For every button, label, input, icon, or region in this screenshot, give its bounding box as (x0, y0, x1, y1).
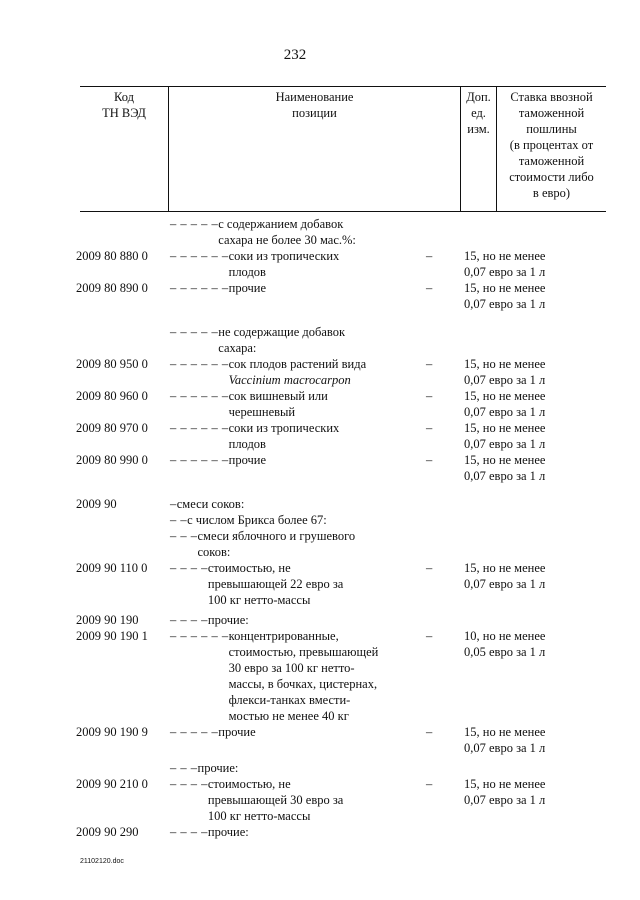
tariff-table-body (76, 216, 546, 840)
duty-rate: 10, но не менее 0,05 евро за 1 л (464, 629, 546, 659)
table-row (76, 452, 546, 484)
commodity-code: 2009 80 890 0 (76, 281, 148, 295)
commodity-code: 2009 90 190 1 (76, 629, 148, 643)
position-text-main: смеси яблочного и грушевого соков: (197, 529, 356, 559)
row-spacer (76, 484, 536, 496)
position-text (208, 824, 416, 840)
level-dashes: – – – – – – (170, 357, 229, 371)
position-text-main: прочие: (207, 613, 249, 627)
commodity-code: 2009 90 110 0 (76, 561, 148, 575)
level-dashes: – – – – (170, 561, 208, 575)
supplementary-unit: – (426, 453, 433, 467)
position-name (170, 496, 416, 512)
header-unit: Доп. ед. изм. (460, 87, 496, 211)
position-name (170, 612, 416, 628)
position-text-main: прочие (228, 453, 267, 467)
commodity-code: 2009 90 210 0 (76, 777, 148, 791)
position-name (170, 420, 416, 452)
level-dashes: – – – – – – (170, 281, 229, 295)
position-text-main: соки из тропических плодов (228, 421, 340, 451)
position-text (229, 452, 416, 468)
position-text (208, 612, 416, 628)
supplementary-unit: – (426, 281, 433, 295)
supplementary-unit: – (426, 777, 433, 791)
table-row (76, 560, 546, 608)
table-row (76, 248, 546, 280)
table-row (76, 496, 536, 512)
commodity-code: 2009 80 970 0 (76, 421, 148, 435)
commodity-code: 2009 90 190 9 (76, 725, 148, 739)
position-text (229, 420, 416, 452)
position-text (218, 724, 416, 740)
commodity-code: 2009 90 290 (76, 825, 139, 839)
table-row (76, 612, 536, 628)
position-name (170, 356, 416, 388)
supplementary-unit: – (426, 725, 433, 739)
position-text-main: прочие: (197, 761, 239, 775)
position-name (170, 824, 416, 840)
table-row (76, 776, 546, 824)
position-name (170, 452, 416, 468)
position-text-main: прочие: (207, 825, 249, 839)
position-text-main: не содержащие добавок сахара: (218, 325, 346, 355)
supplementary-unit: – (426, 561, 433, 575)
level-dashes: – – – (170, 761, 198, 775)
commodity-code: 2009 90 190 (76, 613, 139, 627)
position-name (170, 724, 416, 740)
table-row (76, 760, 536, 776)
position-text-main: смеси соков: (176, 497, 245, 511)
commodity-code: 2009 80 960 0 (76, 389, 148, 403)
position-text-main: соки из тропических плодов (228, 249, 340, 279)
level-dashes: – – – – – (170, 725, 219, 739)
supplementary-unit: – (426, 421, 433, 435)
table-row (76, 280, 546, 312)
header-code: Код ТН ВЭД (102, 90, 146, 120)
level-dashes: – – – – – – (170, 453, 229, 467)
position-name (170, 760, 416, 776)
position-text-main: концентрированные, стоимостью, превышающей 30 евро за 100 кг нетто- массы, в бочках, цистернах, флекси-танках вмести- мостью не менее 40 кг (228, 629, 379, 723)
duty-rate: 15, но не менее 0,07 евро за 1 л (464, 777, 546, 807)
table-row (76, 724, 546, 756)
header-name: Наименование позиции (168, 87, 460, 211)
table-row (76, 324, 536, 356)
table-row (76, 512, 536, 528)
level-dashes: – (170, 497, 177, 511)
position-name (170, 776, 416, 824)
position-text (229, 388, 416, 420)
supplementary-unit: – (426, 357, 433, 371)
page-number: 232 (283, 47, 307, 63)
position-text-main: стоимостью, не превышающей 22 евро за 100 кг нетто-массы (207, 561, 344, 607)
supplementary-unit: – (426, 629, 433, 643)
level-dashes: – – – – – (170, 217, 219, 231)
position-name (170, 560, 416, 608)
table-row (76, 216, 536, 248)
level-dashes: – – – – – (170, 325, 219, 339)
table-row (76, 356, 546, 388)
duty-rate: 15, но не менее 0,07 евро за 1 л (464, 453, 546, 483)
commodity-code: 2009 80 990 0 (76, 453, 148, 467)
position-text (208, 560, 416, 608)
file-name: 21102120.doc (80, 858, 124, 865)
table-row (76, 388, 546, 420)
table-header (80, 86, 606, 212)
level-dashes: – – – – – – (170, 629, 229, 643)
position-text (218, 324, 416, 356)
supplementary-unit: – (426, 249, 433, 263)
position-text-main: сок вишневый или черешневый (228, 389, 328, 419)
header-rate: Ставка ввозной таможенной пошлины (в процентах от таможенной стоимости либо в евро) (496, 87, 606, 211)
duty-rate: 15, но не менее 0,07 евро за 1 л (464, 249, 546, 279)
position-text (229, 628, 416, 724)
position-name (170, 512, 416, 528)
position-name (170, 528, 416, 560)
position-text-main: прочие (218, 725, 256, 739)
species-name: Vaccinium macrocarpon (228, 373, 351, 387)
table-row (76, 628, 546, 724)
commodity-code: 2009 80 880 0 (76, 249, 148, 263)
position-text-main: стоимостью, не превышающей 30 евро за 100 кг нетто-массы (207, 777, 344, 823)
position-text (187, 512, 416, 528)
row-spacer (76, 312, 536, 324)
supplementary-unit: – (426, 389, 433, 403)
level-dashes: – – – – – – (170, 389, 229, 403)
duty-rate: 15, но не менее 0,07 евро за 1 л (464, 421, 546, 451)
position-text-main: прочие (228, 281, 267, 295)
commodity-code: 2009 90 (76, 497, 117, 511)
position-text (229, 248, 416, 280)
position-name (170, 628, 416, 724)
table-row (76, 528, 536, 560)
position-text (177, 496, 416, 512)
duty-rate: 15, но не менее 0,07 евро за 1 л (464, 561, 546, 591)
position-text (229, 356, 416, 388)
position-name (170, 280, 416, 296)
level-dashes: – – – – – – (170, 421, 229, 435)
level-dashes: – – – – (170, 825, 208, 839)
table-row (76, 824, 536, 840)
duty-rate: 15, но не менее 0,07 евро за 1 л (464, 357, 546, 387)
position-text (218, 216, 416, 248)
level-dashes: – – – – (170, 613, 208, 627)
position-text (198, 528, 417, 560)
level-dashes: – – – – (170, 777, 208, 791)
position-text (208, 776, 416, 824)
duty-rate: 15, но не менее 0,07 евро за 1 л (464, 281, 546, 311)
duty-rate: 15, но не менее 0,07 евро за 1 л (464, 389, 546, 419)
position-text-main: с содержанием добавок сахара не более 30 мас.%: (218, 217, 356, 247)
position-name (170, 324, 416, 356)
duty-rate: 15, но не менее 0,07 евро за 1 л (464, 725, 546, 755)
commodity-code: 2009 80 950 0 (76, 357, 148, 371)
position-name (170, 388, 416, 420)
position-name (170, 248, 416, 280)
table-row (76, 420, 546, 452)
position-text (229, 280, 416, 296)
level-dashes: – – – (170, 529, 198, 543)
position-text-main: сок плодов растений вида (228, 357, 367, 371)
level-dashes: – – – – – – (170, 249, 229, 263)
position-text-main: с числом Брикса более 67: (187, 513, 327, 527)
position-text (198, 760, 417, 776)
level-dashes: – – (170, 513, 188, 527)
position-name (170, 216, 416, 248)
